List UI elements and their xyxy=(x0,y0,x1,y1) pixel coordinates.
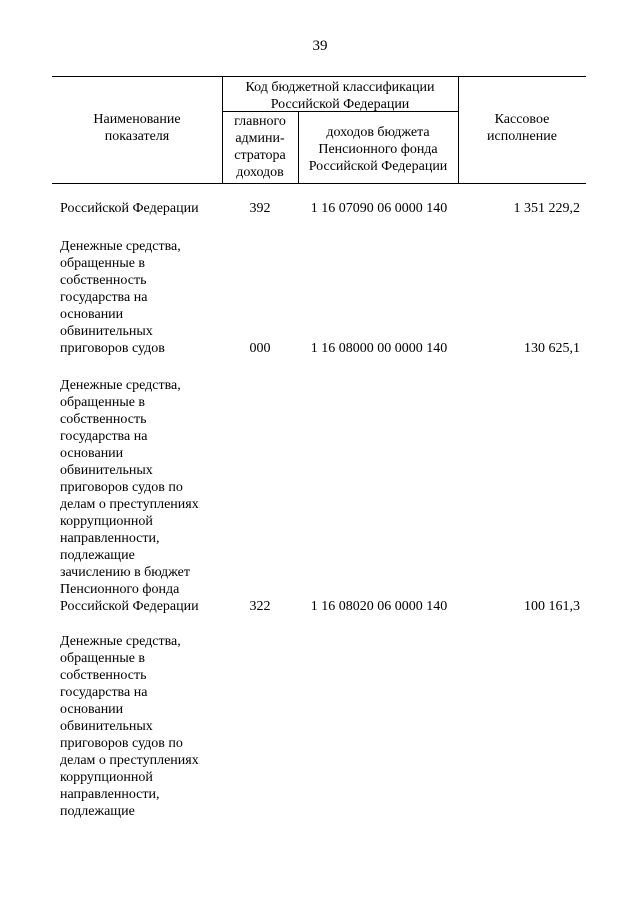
row-name: Денежные средства, обращенные в собственность государства на основании обвинительных приговоров судов по делам о преступлениях коррупционной направленности, подлежащие xyxy=(60,634,199,819)
row-amount: 130 625,1 xyxy=(524,341,580,356)
row-name: Денежные средства, обращенные в собственность государства на основании обвинительных приговоров судов по делам о преступлениях коррупционной направленности, подлежащие зачислению в бюджет Пенсионного фонда Российской Федерации xyxy=(60,378,199,614)
header-admin: главного админи- стратора доходов xyxy=(234,114,286,180)
row-amount: 1 351 229,2 xyxy=(513,201,580,216)
page-number: 39 xyxy=(312,38,328,54)
row-income-code: 1 16 08000 00 0000 140 xyxy=(310,341,448,356)
row-income-code: 1 16 07090 06 0000 140 xyxy=(310,201,448,216)
row-admin-code: 000 xyxy=(249,341,271,356)
row-income-code: 1 16 08020 06 0000 140 xyxy=(310,599,448,614)
header-amount: Кассовое исполнение xyxy=(487,112,557,144)
header-code-group: Код бюджетной классификации Российской Федерации xyxy=(245,80,435,112)
row-name: Российской Федерации xyxy=(60,201,199,216)
row-amount: 100 161,3 xyxy=(524,599,580,614)
row-admin-code: 392 xyxy=(249,201,271,216)
header-bottom-rule xyxy=(52,183,586,184)
header-income: доходов бюджета Пенсионного фонда Российской Федерации xyxy=(308,125,448,174)
row-name: Денежные средства, обращенные в собственность государства на основании обвинительных приговоров судов xyxy=(60,239,181,356)
row-admin-code: 322 xyxy=(249,599,271,614)
header-top-rule xyxy=(52,76,586,77)
header-name: Наименование показателя xyxy=(93,112,181,144)
